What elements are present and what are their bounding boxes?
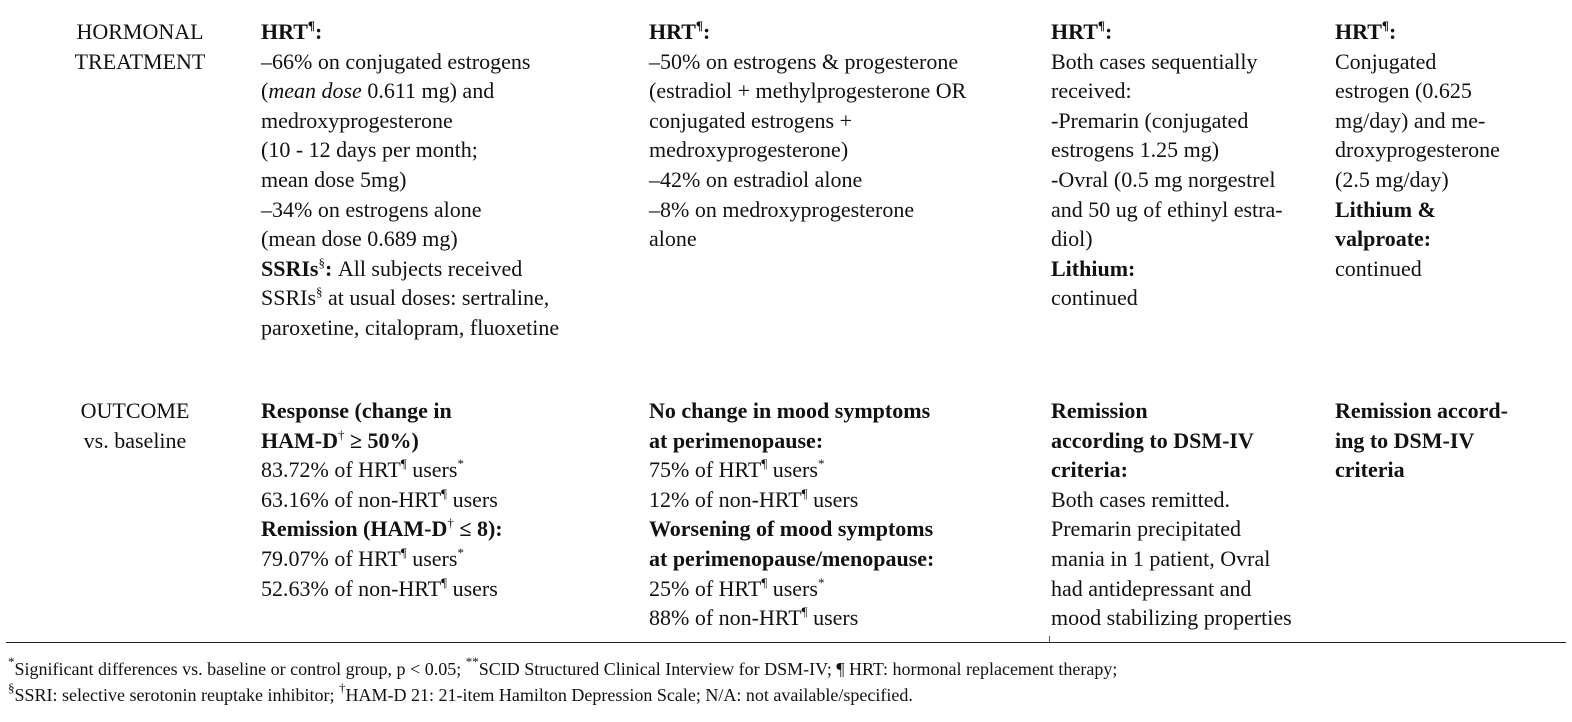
text-segment: -Ovral (0.5 mg norgestrel: [1051, 166, 1276, 192]
text-line: [261, 76, 641, 106]
text-line: [261, 106, 641, 136]
text-segment: (estradiol + methylprogesterone OR: [649, 78, 967, 104]
hormonal-cell-study-1: [261, 17, 641, 343]
text-segment: ≥ 50%): [344, 427, 419, 453]
text-line: [649, 396, 1044, 426]
text-line: [649, 106, 1044, 136]
superscript-mark: ¶: [400, 456, 407, 472]
text-line: [261, 47, 641, 77]
hormonal-cell-study-2: [649, 17, 1044, 254]
text-segment: :: [314, 19, 323, 44]
text-segment: Significant differences vs. baseline or control group, p < 0.05;: [14, 659, 466, 679]
text-segment: 0.611 mg) and: [361, 78, 495, 104]
text-line: [1335, 224, 1567, 254]
outcome-cell-study-1: [261, 396, 641, 603]
text-segment: SSRIs: [261, 255, 319, 281]
text-segment: valproate:: [1335, 226, 1432, 252]
text-line: [261, 514, 641, 544]
column-divider-tick: [1049, 636, 1050, 642]
hormonal-cell-study-3: [1051, 17, 1331, 313]
text-line: [649, 603, 1044, 633]
superscript-mark: *: [817, 456, 825, 472]
text-line: [261, 254, 641, 284]
text-line: [261, 224, 641, 254]
text-segment: Worsening of mood symptoms: [649, 516, 934, 542]
text-segment: 25% of HRT: [649, 575, 762, 601]
text-line: [261, 17, 641, 47]
text-line: [1051, 544, 1336, 574]
text-line: [1335, 17, 1567, 47]
text-segment: :: [1388, 19, 1397, 44]
text-line: [649, 76, 1044, 106]
text-line: [261, 396, 641, 426]
text-segment: –8% on medroxyprogesterone: [649, 196, 915, 222]
text-segment: at perimenopause/menopause:: [649, 545, 935, 571]
text-line: [1051, 485, 1336, 515]
superscript-mark: ¶: [307, 18, 315, 33]
text-segment: Remission accord-: [1335, 398, 1508, 423]
superscript-mark: *: [457, 544, 464, 560]
text-segment: users: [807, 605, 859, 631]
text-line: [1051, 283, 1331, 313]
text-line: [261, 455, 641, 485]
text-line: [649, 426, 1044, 456]
text-segment: users: [447, 486, 498, 512]
text-segment: users: [807, 486, 859, 512]
superscript-mark: ¶: [801, 485, 808, 501]
text-line: [1051, 76, 1331, 106]
text-line: [1335, 135, 1567, 165]
superscript-mark: §: [8, 680, 15, 695]
text-segment: Premarin precipitated: [1051, 516, 1241, 542]
text-line: [1335, 47, 1567, 77]
text-segment: medroxyprogesterone: [261, 107, 453, 133]
row-label-hormonal-treatment: [40, 17, 240, 76]
text-segment: 75% of HRT: [649, 457, 762, 483]
text-segment: Lithium &: [1335, 196, 1436, 222]
text-segment: 12% of non-HRT: [649, 486, 802, 512]
text-segment: criteria:: [1051, 457, 1128, 483]
text-line: [1051, 603, 1336, 633]
text-segment: 88% of non-HRT: [649, 605, 802, 631]
text-line: [261, 426, 641, 456]
text-line: [649, 165, 1044, 195]
text-line: [1051, 224, 1331, 254]
text-line: [261, 544, 641, 574]
superscript-mark: ¶: [400, 544, 407, 560]
superscript-mark: ¶: [1097, 18, 1105, 33]
text-segment: had antidepressant and: [1051, 575, 1252, 601]
text-line: [1051, 47, 1331, 77]
text-segment: HRT: [649, 19, 696, 44]
superscript-mark: ¶: [441, 574, 448, 590]
text-segment: SSRI: selective serotonin reuptake inhibitor;: [14, 685, 339, 705]
superscript-mark: ¶: [761, 574, 768, 590]
text-segment: HAM-D: [261, 427, 338, 453]
text-segment: Conjugated: [1335, 48, 1437, 74]
text-line: [1335, 195, 1567, 225]
text-line: [1335, 396, 1567, 426]
superscript-mark: ¶: [761, 456, 768, 472]
text-line: [1335, 76, 1567, 106]
text-line: [261, 165, 641, 195]
text-line: [261, 135, 641, 165]
text-line: [649, 47, 1044, 77]
text-segment: –34% on estrogens alone: [261, 196, 482, 222]
text-segment: estrogen (0.625: [1335, 78, 1472, 104]
text-segment: Lithium:: [1051, 255, 1136, 281]
text-segment: HAM-D 21: 21-item Hamilton Depression Scale; N/A: not available/specified.: [345, 685, 913, 705]
text-segment: conjugated estrogens +: [649, 107, 853, 133]
text-line: [1051, 135, 1331, 165]
text-segment: SSRIs: [261, 285, 317, 311]
outcome-cell-study-3: [1051, 396, 1336, 633]
text-line: [1051, 574, 1336, 604]
superscript-mark: †: [338, 680, 346, 695]
text-segment: mood stabilizing properties: [1051, 605, 1292, 631]
text-segment: :: [702, 19, 711, 44]
text-line: [649, 485, 1044, 515]
text-segment: mean dose: [268, 78, 362, 104]
text-line: [1335, 165, 1567, 195]
text-segment: Both cases remitted.: [1051, 486, 1231, 512]
text-segment: 63.16% of non-HRT: [261, 486, 442, 512]
text-segment: alone: [649, 226, 697, 252]
text-segment: according to DSM-IV: [1051, 427, 1254, 453]
text-segment: No change in mood symptoms: [649, 398, 931, 423]
text-segment: –50% on estrogens & progesterone: [649, 48, 959, 74]
text-segment: 83.72% of HRT: [261, 457, 401, 483]
text-segment: 52.63% of non-HRT: [261, 575, 442, 601]
text-line: [649, 514, 1044, 544]
text-line: [649, 17, 1044, 47]
text-segment: criteria: [1335, 457, 1405, 483]
superscript-mark: †: [447, 515, 454, 531]
text-segment: 79.07% of HRT: [261, 545, 401, 571]
text-segment: mean dose 5mg): [261, 166, 407, 192]
text-line: [1051, 17, 1331, 47]
text-line: [261, 283, 641, 313]
text-segment: HRT: [261, 19, 308, 44]
text-line: [1051, 165, 1331, 195]
outcome-cell-study-4: [1335, 396, 1567, 485]
text-segment: (: [261, 78, 269, 104]
text-segment: users: [406, 545, 458, 571]
superscript-mark: *: [457, 456, 464, 472]
text-segment: droxyprogesterone: [1335, 137, 1500, 163]
superscript-mark: *: [8, 654, 15, 669]
text-line: [261, 195, 641, 225]
text-segment: estrogens 1.25 mg): [1051, 137, 1220, 163]
text-segment: users: [767, 457, 818, 483]
text-segment: HRT: [1051, 19, 1098, 44]
text-line: [649, 574, 1044, 604]
text-segment: Remission (HAM-D: [261, 516, 448, 542]
text-line: [261, 574, 641, 604]
text-segment: continued: [1051, 285, 1138, 311]
text-segment: at perimenopause:: [649, 427, 824, 453]
text-segment: users: [447, 575, 498, 601]
text-segment: users: [406, 457, 458, 483]
superscript-mark: †: [337, 426, 345, 442]
superscript-mark: ¶: [801, 604, 808, 620]
text-segment: SCID Structured Clinical Interview for DSM-IV; ¶ HRT: hormonal replacement therapy;: [478, 659, 1118, 679]
text-line: [1335, 455, 1567, 485]
text-segment: users: [767, 575, 818, 601]
superscript-mark: §: [316, 284, 323, 300]
text-line: [649, 224, 1044, 254]
text-line: [649, 544, 1044, 574]
text-segment: All subjects received: [337, 255, 523, 281]
text-line: [1051, 254, 1331, 284]
row-label-line: HORMONAL: [76, 19, 204, 44]
text-segment: mg/day) and me-: [1335, 107, 1486, 133]
text-segment: –42% on estradiol alone: [649, 166, 863, 192]
text-line: [1051, 195, 1331, 225]
text-segment: (2.5 mg/day): [1335, 166, 1449, 192]
row-label-line: TREATMENT: [74, 48, 206, 74]
text-segment: :: [324, 255, 338, 281]
text-segment: (10 - 12 days per month;: [261, 137, 478, 163]
text-line: [261, 485, 641, 515]
text-segment: at usual doses: sertraline,: [322, 285, 550, 311]
table-bottom-rule: [6, 642, 1566, 643]
superscript-mark: ¶: [695, 18, 703, 33]
text-segment: (mean dose 0.689 mg): [261, 226, 458, 252]
text-line: [261, 313, 641, 343]
row-label-outcome: [35, 396, 235, 455]
text-segment: Response (change in: [261, 398, 452, 423]
text-line: [1335, 426, 1567, 456]
superscript-mark: **: [465, 654, 479, 669]
text-line: [1335, 254, 1567, 284]
row-label-line: OUTCOME: [80, 398, 190, 423]
text-segment: Both cases sequentially: [1051, 48, 1258, 74]
hormonal-cell-study-4: [1335, 17, 1567, 283]
text-segment: -Premarin (conjugated: [1051, 107, 1249, 133]
text-line: [649, 135, 1044, 165]
text-line: [649, 195, 1044, 225]
text-segment: Remission: [1051, 398, 1148, 423]
text-line: [1051, 106, 1331, 136]
text-segment: ing to DSM-IV: [1335, 427, 1475, 453]
text-segment: –66% on conjugated estrogens: [261, 48, 531, 74]
superscript-mark: *: [817, 574, 825, 590]
text-segment: diol): [1051, 226, 1093, 252]
text-segment: continued: [1335, 255, 1422, 281]
text-line: [8, 682, 1117, 708]
text-segment: paroxetine, citalopram, fluoxetine: [261, 314, 560, 340]
row-label-line: vs. baseline: [83, 427, 187, 453]
text-segment: medroxyprogesterone): [649, 137, 849, 163]
text-line: [1051, 514, 1336, 544]
text-line: [1051, 455, 1336, 485]
text-segment: mania in 1 patient, Ovral: [1051, 545, 1271, 571]
text-segment: HRT: [1335, 19, 1382, 44]
superscript-mark: ¶: [1381, 18, 1389, 33]
outcome-cell-study-2: [649, 396, 1044, 633]
table-footnotes: [8, 656, 1117, 708]
text-segment: and 50 ug of ethinyl estra-: [1051, 196, 1283, 222]
text-segment: ≤ 8):: [453, 516, 503, 542]
superscript-mark: §: [318, 254, 325, 270]
text-line: [1335, 106, 1567, 136]
superscript-mark: ¶: [441, 485, 448, 501]
text-line: [1051, 396, 1336, 426]
text-line: [1051, 426, 1336, 456]
text-segment: received:: [1051, 78, 1132, 104]
text-line: [8, 656, 1117, 682]
text-line: [649, 455, 1044, 485]
text-segment: :: [1104, 19, 1113, 44]
